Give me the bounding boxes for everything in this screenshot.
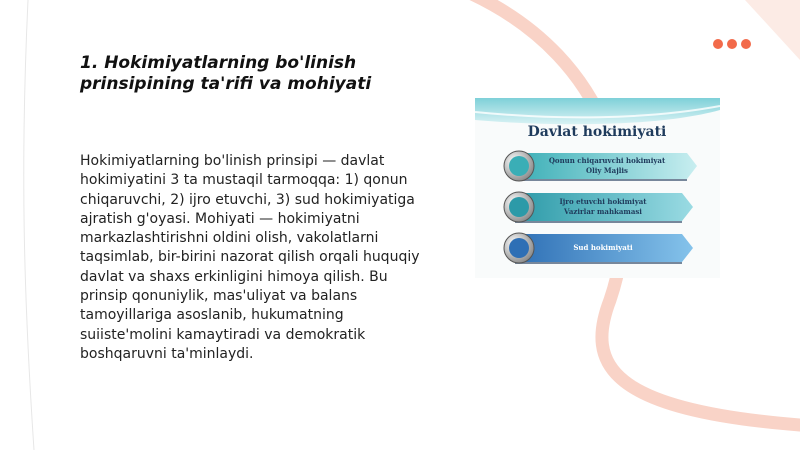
dot xyxy=(741,39,751,49)
left-edge-line xyxy=(24,0,34,450)
dot xyxy=(713,39,723,49)
government-diagram xyxy=(475,98,720,278)
diagram-svg xyxy=(475,98,720,278)
branch-executive-line1: Ijro etuvchi hokimiyat xyxy=(559,197,647,206)
branch-executive xyxy=(504,192,693,223)
branch-executive-line2: Vazirlar mahkamasi xyxy=(564,207,642,216)
slide-title: 1. Hokimiyatlarning bo'linish prinsipining ta'rifi va mohiyati xyxy=(80,53,372,94)
branch-legislative-line2: Oliy Majlis xyxy=(586,166,628,175)
dot xyxy=(727,39,737,49)
right-corner-shape xyxy=(745,0,800,60)
branch-underline xyxy=(515,262,682,264)
branch-orb-core xyxy=(509,156,529,176)
branch-underline xyxy=(515,221,682,223)
branch-judicial-line1: Sud hokimiyati xyxy=(573,243,633,252)
branch-orb-core xyxy=(509,197,529,217)
branch-orb-core xyxy=(509,238,529,258)
slide-body-text: Hokimiyatlarning bo'linish prinsipi — davlat hokimiyatini 3 ta mustaqil tarmoqqa: 1) qonun chiqaruvchi, 2) ijro etuvchi, 3) sud hokimiyatiga ajratish g'oyasi. Mohiyati — hokimiyatni markazlashtirishni oldini olish, vakolatlarni taqsimlab, bir-birini nazorat qilish orqali huquqiy davlat va shaxs erkinligini himoya qilish. Bu prinsip qonuniylik, mas'uliyat va balans tamoyillariga asoslanib, hukumatning suiiste'molini kamaytiradi va demokratik boshqaruvni ta'minlaydi. xyxy=(80,153,420,362)
branch-underline xyxy=(515,179,687,181)
branch-legislative-line1: Qonun chiqaruvchi hokimiyat xyxy=(548,156,666,165)
branch-judicial xyxy=(504,233,693,264)
diagram-heading: Davlat hokimiyati xyxy=(527,124,667,140)
branch-legislative xyxy=(504,151,697,181)
more-dots-icon[interactable] xyxy=(713,39,751,49)
